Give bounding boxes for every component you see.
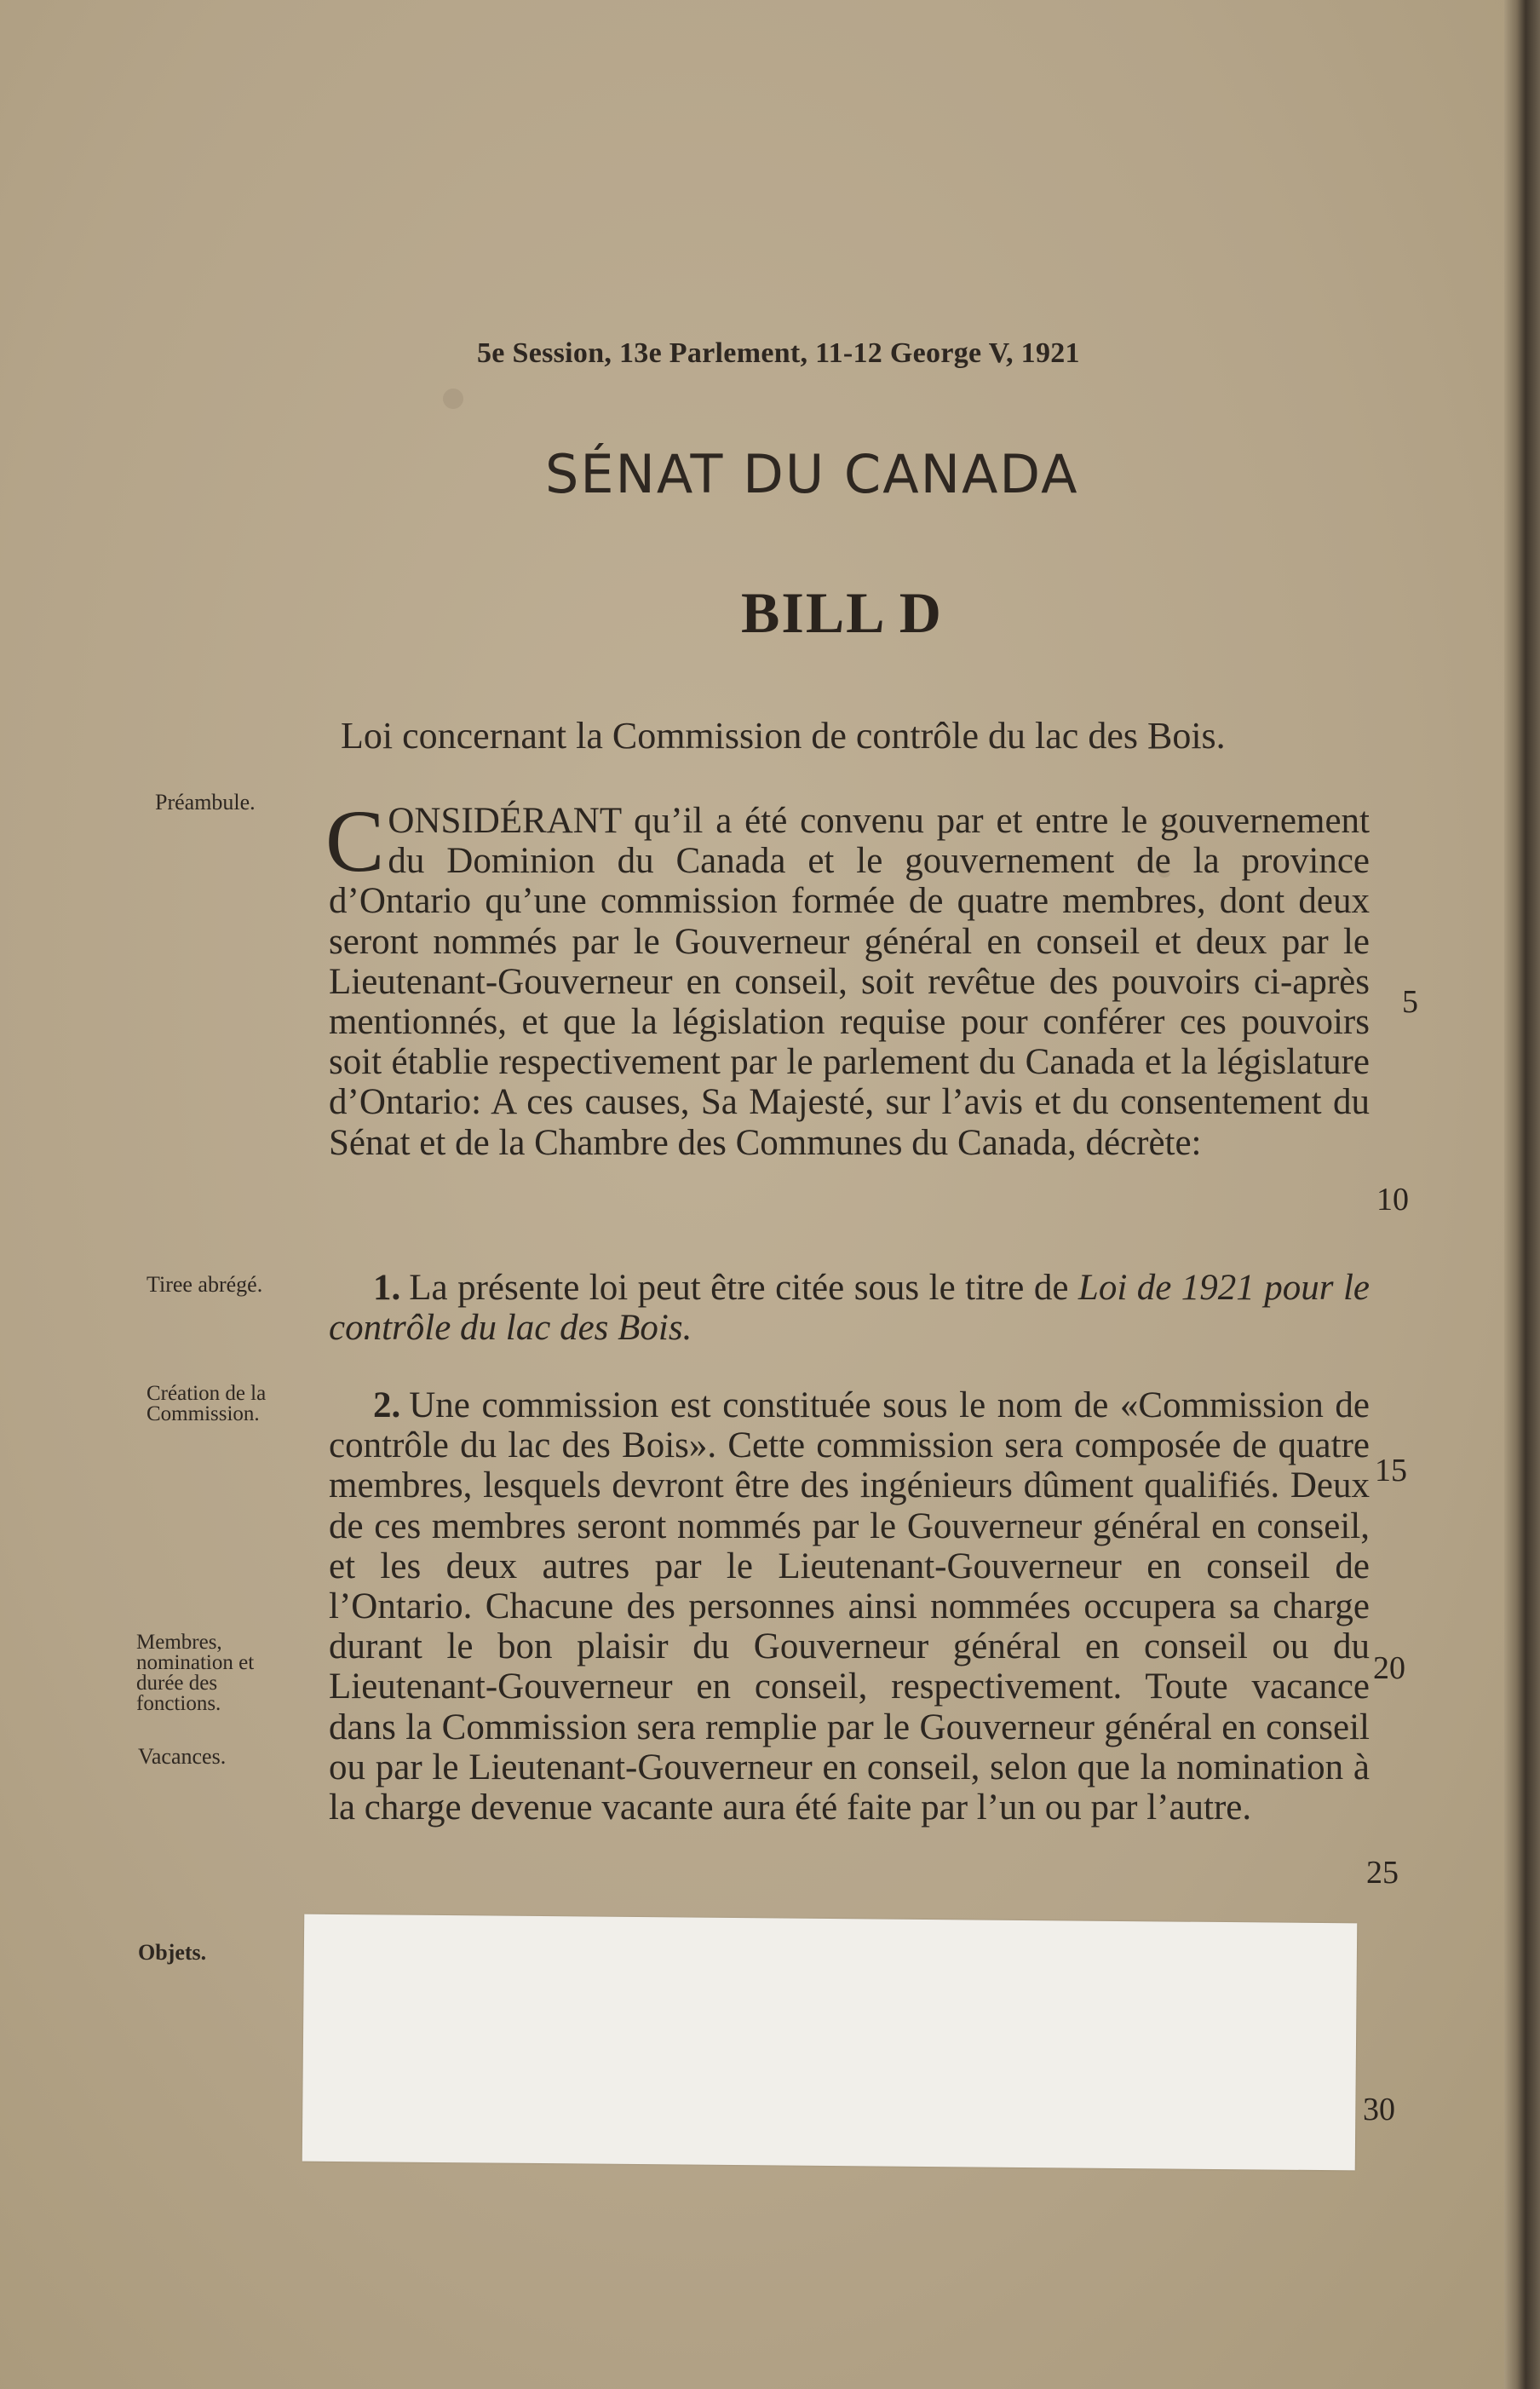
section-2-text: Une commission est constituée sous le nom de «Commission de contrôle du lac des Bois». Cette commission sera composée de quatre membres, lesquels devront être des ingénieurs dûment qualifiés. Deux de ces membres seront nommés par le Gouverneur général en conseil, et les deux autres par le Lieutenant-Gouverneur en conseil de l’Ontario. Chacune des personnes ainsi nommées occupera sa charge durant le bon plaisir du Gouverneur général en conseil ou du Lieutenant-Gouverneur en conseil, respectivement. Toute vacance dans la Commission sera remplie par le Gouverneur général en conseil ou par le Lieutenant-Gouverneur en conseil, selon que la nomination à la charge devenue vacante aura été faite par l’un ou par l’autre. bbox=[329, 1385, 1370, 1828]
margin-note-creation: Création de la Commission. bbox=[147, 1382, 267, 1425]
margin-note-short-title: Tiree abrégé. bbox=[147, 1272, 263, 1297]
section-1-number: 1. bbox=[373, 1268, 401, 1308]
section-2 bbox=[329, 1385, 1370, 1828]
session-line: 5e Session, 13e Parlement, 11-12 George V, 1921 bbox=[477, 337, 1080, 369]
redaction-box bbox=[302, 1914, 1357, 2171]
line-number: 10 bbox=[1376, 1182, 1409, 1218]
line-number: 5 bbox=[1402, 984, 1418, 1020]
line-number: 30 bbox=[1363, 2092, 1395, 2127]
drop-cap: C bbox=[325, 792, 385, 890]
page-binding-edge bbox=[1504, 0, 1540, 2389]
preamble-paragraph bbox=[325, 792, 1370, 1163]
bill-title: BILL D bbox=[741, 580, 943, 645]
line-number: 15 bbox=[1375, 1453, 1407, 1488]
paper-stain bbox=[443, 389, 463, 409]
section-2-number: 2. bbox=[373, 1385, 401, 1425]
margin-note-preamble: Préambule. bbox=[155, 790, 256, 815]
section-1-short-title: Loi de 1921 pour le contrôle du lac des Bois. bbox=[329, 1268, 1370, 1349]
margin-note-members: Membres, nomination et durée des fonctions. bbox=[136, 1631, 255, 1715]
long-title: Loi concernant la Commission de contrôle du lac des Bois. bbox=[341, 715, 1226, 757]
senate-heading: SÉNAT DU CANADA bbox=[545, 443, 1079, 505]
line-number: 20 bbox=[1373, 1650, 1405, 1686]
margin-note-objects: Objets. bbox=[138, 1940, 207, 1965]
line-number: 25 bbox=[1366, 1855, 1399, 1891]
section-1-text: La présente loi peut être citée sous le titre de bbox=[409, 1268, 1069, 1308]
preamble-text: ONSIDÉRANT qu’il a été convenu par et entre le gouvernement du Dominion du Canada et le gouvernement de la province d’Ontario qu’une commission formée de quatre membres, dont deux seront nommés par le Gouverneur général en conseil et deux par le Lieutenant-Gouverneur en conseil, soit revêtue des pouvoirs ci-après mentionnés, et que la législation requise pour conférer ces pouvoirs soit établie respectivement par le parlement du Canada et la législature d’Ontario: A ces causes, Sa Majesté, sur l’avis et du consentement du Sénat et de la Chambre des Communes du Canada, décrète: bbox=[329, 801, 1370, 1163]
margin-note-vacancies: Vacances. bbox=[138, 1744, 227, 1769]
section-1 bbox=[329, 1268, 1370, 1348]
